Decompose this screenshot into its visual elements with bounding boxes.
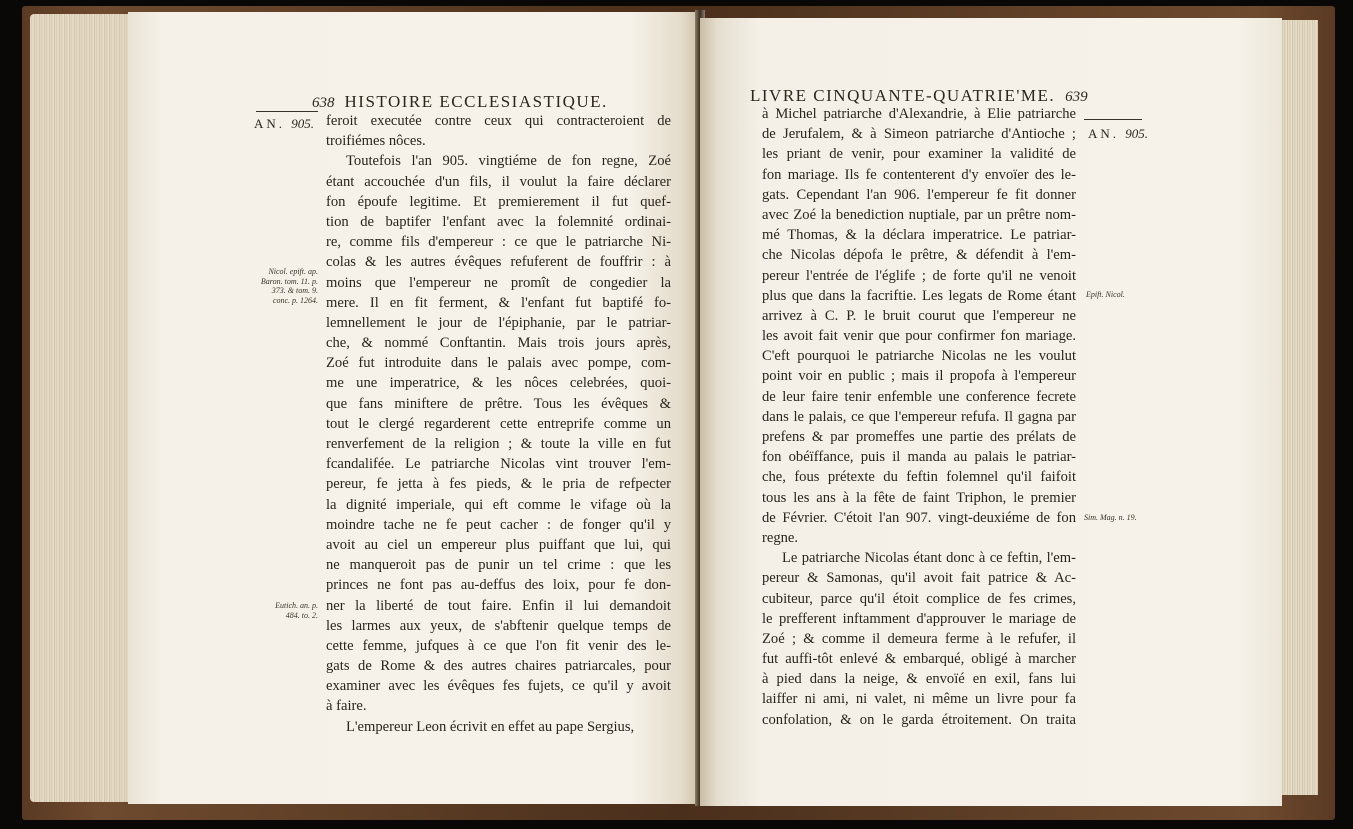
right-year-label: AN. [1088,126,1120,141]
text-line: confolation, & on le garda étroitement. On traita [762,711,1076,728]
text-line: les avoit fait venir que pour confirmer fon mariage. [762,328,1076,345]
text-line: à pied dans la neige, & envoïé en exil, fans lui [762,671,1076,688]
text-line: tion de baptifer l'enfant avec la folemnité ordinai- [326,213,671,230]
page-edges-left [30,14,130,802]
text-line: de leur faire tenir enfemble une conference fecrete [762,388,1076,405]
text-line: arrivez à C. P. le bruit courut que l'empereur ne [762,307,1076,324]
left-running-head [312,92,608,112]
right-margin-note-2: Sim. Mag. n. 19. [1084,513,1137,522]
margin-note-line: conc. p. 1264. [272,295,318,305]
text-line: laiffer ni ami, ni valet, ni même un livre pour fa [762,691,1076,708]
text-line: feroit executée contre ceux qui contracteroient de [326,113,671,129]
text-line: pereur & Samonas, qu'il avoit fait patrice & Ac- [762,570,1076,587]
text-line: che, fous prétexte du feftin folemnel qu'il faifoit [762,469,1076,486]
left-year-marker [254,116,314,132]
text-line: L'empereur Leon écrivit en effet au pape Sergius, [346,718,635,735]
text-line: cubiteur, parce qu'il étoit complice de fes crimes, [762,590,1076,607]
right-year-rule [1084,119,1142,120]
text-line: Zoé ; & comme il demeura ferme à le refufer, il [762,630,1076,647]
text-line: ner la liberté de tout faire. Enfin il lui demandoit [326,597,671,614]
text-line: lemnellement le jour de l'épiphanie, par le patriar- [326,314,671,331]
text-line: avoit au ciel un empereur plus puiffant que lui, qui [326,536,671,553]
text-line: renverfement de la religion ; & toute la ville en fut [326,436,671,452]
text-line: me une imperatrice, & les nôces celebrées, quoi- [326,375,671,392]
text-line: de Février. C'étoit l'an 907. vingt-deuxiéme de fon [762,509,1076,526]
text-line: à Michel patriarche d'Alexandrie, à Elie patriarche [762,106,1076,122]
text-line: la dignité imperiale, qui eft comme le vifage où la [326,496,671,513]
right-body-text [762,104,1076,730]
text-line: regne. [762,529,799,546]
text-line: Zoé fut introduite dans le palais avec pompe, com- [326,355,671,372]
right-running-head [750,86,1088,106]
margin-note-line: Baron. tom. 11. p. [260,276,318,286]
text-line: étant accouchée d'un fils, il voulut la faire déclarer [326,173,671,190]
text-line: moindre tache ne fe peut cacher : de fonger qu'il y [326,516,671,533]
text-line: cette femme, jufques à ce que l'on fit venir des le- [326,637,671,654]
left-running-head-title: HISTOIRE ECCLESIASTIQUE. [344,92,608,111]
left-body-text [326,111,671,737]
text-line: avec Zoé la benediction nuptiale, par un prêtre nom- [762,206,1076,223]
right-margin-note-1: Epift. Nicol. [1086,290,1125,299]
text-line: tous les ans à la fête de faint Triphon, le premier [762,489,1076,506]
text-line: moins que l'empereur ne promît de congedier la [326,274,671,291]
text-line: prefens & par promeffes une partie des prélats de [762,429,1076,445]
text-line: fut auffi-tôt enlevé & embarqué, obligé à marcher [762,651,1076,668]
text-line: pereur, fe jetta à fes pieds, & le pria de refpecter [326,476,671,493]
text-line: che, & nommé Conftantin. Mais trois jours après, [326,335,671,352]
text-line: fcandalifée. Le patriarche Nicolas vint trouver l'em- [326,456,671,473]
text-line: fon mariage. Ils fe contenterent d'y envoïer des le- [762,166,1076,183]
text-line: C'eft pourquoi le patriarche Nicolas ne les voulut [762,348,1076,365]
text-line: tout le clergé regarderent cette entreprife comme un [326,415,671,432]
text-line: pereur l'entrée de l'églife ; de forte qu'il ne venoit [762,267,1076,284]
left-year-rule [256,111,318,112]
left-margin-note-1 [228,267,318,305]
text-line: plus que dans la facriftie. Les legats de Rome étant [762,287,1076,304]
text-line: re, comme fils d'empereur : ce que le patriarche Ni- [326,234,671,251]
right-year-value: 905. [1125,126,1149,141]
margin-note-line: Nicol. epift. ap. [268,267,318,276]
page-edges-right [1278,20,1318,795]
text-line: examiner avec les évêques fes fujets, ce qu'il y avoit [326,678,671,695]
margin-note-line: Eutich. an. p. [275,601,318,610]
text-line: de Jerufalem, & à Simeon patriarche d'Antioche ; [762,126,1076,143]
text-line: les priant de venir, pour examiner la validité de [762,146,1076,163]
margin-note-line: 373. & tom. 9. [271,286,318,295]
text-line: Le patriarche Nicolas étant donc à ce feftin, l'em- [782,550,1076,567]
right-page-number: 639 [1065,89,1088,105]
text-line: gats. Cependant l'an 906. l'empereur fe fit donner [762,186,1076,203]
left-margin-note-2 [228,601,318,620]
margin-note-line: 484. to. 2. [285,610,318,620]
text-line: gats de Rome & des autres chaires patriarcales, pour [326,658,671,675]
text-line: point voir en public ; mais il propofa à l'empereur [762,368,1076,385]
text-line: à faire. [326,698,367,715]
left-page-number: 638 [312,95,335,111]
text-line: fon époufe legitime. Et premierement il fut quef- [326,193,671,210]
text-line: les larmes aux yeux, de s'abftenir quelque temps de [326,617,671,634]
right-year-marker [1088,126,1148,142]
text-line: che Nicolas dépofa le prêtre, & défendit à l'em- [762,247,1076,264]
left-year-label: AN. [254,116,286,131]
text-line: dans le palais, ce que l'empereur refufa. Il gagna par [762,408,1076,425]
text-line: troifiémes nôces. [326,133,426,150]
text-line: Toutefois l'an 905. vingtiéme de fon regne, Zoé [346,153,671,170]
text-line: colas & les autres évêques refuferent de fouffrir : à [326,254,671,271]
text-line: princes ne font pas au-deffus des loix, pour fe don- [326,577,671,594]
text-line: fon obéïffance, puis il manda au palais le patriar- [762,449,1076,466]
right-running-head-title: LIVRE CINQUANTE-QUATRIE'ME. [750,86,1056,105]
text-line: ne manqueroit pas de punir un tel crime : que les [326,557,671,574]
text-line: que fans miniftere de prêtre. Tous les évêques & [326,395,671,412]
text-line: le prefferent inftamment d'approuver le mariage de [762,610,1076,627]
text-line: mere. Il en fit ferment, & l'enfant fut baptifé fo- [326,294,671,311]
text-line: mé Thomas, & la déclara imperatrice. Le patriar- [762,227,1076,244]
left-year-value: 905. [291,116,315,131]
